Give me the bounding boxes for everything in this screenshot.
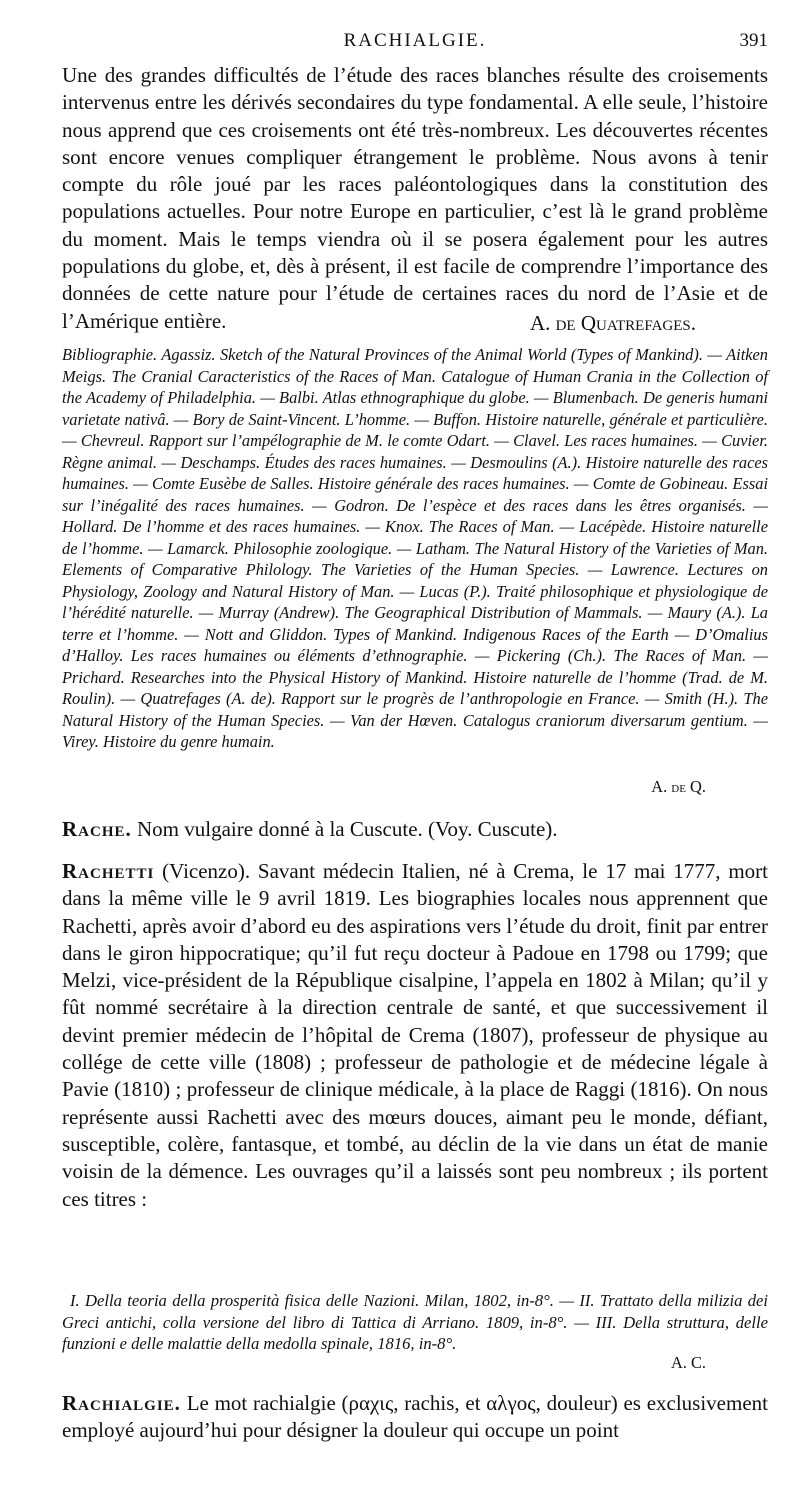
intro-paragraph (62, 62, 768, 335)
entry-rachialgie (62, 1390, 768, 1445)
headword-rachetti: Rachetti (62, 859, 155, 883)
bibliography-signature: A. de Q. (651, 777, 706, 796)
rachetti-works (62, 1290, 768, 1355)
rachetti-text: (Vicenzo). Savant médecin Italien, né à Crema, le 17 mai 1777, mort dans la même ville le 9 avril 1819. Les biographies locales nous apprennent que Rachetti, après avoir d’abord eu des aspirations vers l’étude du droit, finit par entrer dans le giron hippocratique; qu’il fut reçu docteur à Padoue en 1798 ou 1799; que Melzi, vice-président de la République cisalpine, l’appela en 1802 à Milan; qu’il y fût nommé secrétaire à la direction centrale de santé, et que successivement il devint premier médecin de l’hôpital de Crema (1807), professeur de physique au collége de cette ville (1808) ; professeur de pathologie et de médecine légale à Pavie (1810) ; professeur de clinique médicale, à la place de Raggi (1816). On nous représente aussi Rachetti avec des mœurs douces, aimant peu le monde, défiant, susceptible, colère, fantasque, et tombé, au déclin de la vie dans un état de manie voisin de la démence. Les ouvrages qu’il a laissés sont peu nombreux ; ils portent ces titres : (62, 859, 769, 1211)
intro-signature-row (62, 310, 768, 337)
entry-rache (62, 816, 768, 843)
rachetti-works-text: I. Della teoria della prosperità fisica delle Nazioni. Milan, 1802, in-8°. — II. Trattato della milizia dei Greci antichi, colla versione del libro di Tattica di Arriano. 1809, in-8°. — III. Della struttura, delle funzioni e delle malattie della medolla spinale, 1816, in-8°. (62, 1291, 768, 1353)
rachetti-signature: A. C. (670, 1353, 706, 1372)
running-title: RACHIALGIE. (343, 30, 487, 51)
rachetti-signature-row (62, 1352, 768, 1374)
page-number: 391 (739, 30, 768, 51)
bibliography-block (62, 344, 768, 753)
headword-rachialgie: Rachialgie. (62, 1391, 181, 1415)
headword-rache: Rache. (62, 817, 132, 841)
bibliography-text: Bibliographie. Agassiz. Sketch of the Natural Provinces of the Animal World (Types of Mankind). — Aitken Meigs. The Cranial Caracteristics of the Races of Man. Catalogue of Human Crania in the Collection of the Academy of Philadelphia. — Balbi. Atlas ethnographique du globe. — Blumenbach. De generis humani varietate nativâ. — Bory de Saint-Vincent. L’homme. — Buffon. Histoire naturelle, générale et particulière. — Chevreul. Rapport sur l’ampélographie de M. le comte Odart. — Clavel. Les races humaines. — Cuvier. Règne animal. — Deschamps. Études des races humaines. — Desmoulins (A.). Histoire naturelle des races humaines. — Comte Eusèbe de Salles. Histoire générale des races humaines. — Comte de Gobineau. Essai sur l’inégalité des races humaines. — Godron. De l’espèce et des races dans les êtres organisés. — Hollard. De l’homme et des races humaines. — Knox. The Races of Man. — Lacépède. Histoire naturelle de l’homme. — Lamarck. Philosophie zoologique. — Latham. The Natural History of the Varieties of Man. Elements of Comparative Philology. The Varieties of the Human Species. — Lawrence. Lectures on Physiology, Zoology and Natural History of Man. — Lucas (P.). Traité philosophique et physiologique de l’hérédité naturelle. — Murray (Andrew). The Geographical Distribution of Mammals. — Maury (A.). La terre et l’homme. — Nott and Gliddon. Types of Mankind. Indigenous Races of the Earth — D’Omalius d’Halloy. Les races humaines ou éléments d’ethnographie. — Pickering (Ch.). The Races of Man. — Prichard. Researches into the Physical History of Mankind. Histoire naturelle de l’homme (Trad. de M. Roulin). — Quatrefages (A. de). Rapport sur le progrès de l’anthropologie en France. — Smith (H.). The Natural History of the Human Species. — Van der Hœven. Catalogus craniorum diversarum gentium. — Virey. Histoire du genre humain. (62, 345, 768, 751)
rachialgie-text: Le mot rachialgie (ραχις, rachis, et αλγος, douleur) es exclusivement employé aujourd’hui pour désigner la douleur qui occupe un point (62, 1391, 768, 1443)
rache-text: Nom vulgaire donné à la Cuscute. (Voy. Cuscute). (137, 817, 558, 841)
entry-rachetti (62, 858, 768, 1213)
running-header (62, 30, 768, 60)
intro-text: Une des grandes difficultés de l’étude des races blanches résulte des croisements intervenus entre les dérivés secondaires du type fondamental. A elle seule, l’histoire nous apprend que ces croisements ont été très-nombreux. Les découvertes récentes sont encore venues compliquer étrangement le problème. Nous avons à tenir compte du rôle joué par les races paléontologiques dans la constitution des populations actuelles. Pour notre Europe en particulier, c’est là le grand problème du moment. Mais le temps viendra où il se posera également pour les autres populations du globe, et, dès à présent, il est facile de comprendre l’importance des données de cette nature pour l’étude de certaines races du nord de l’Asie et de l’Amérique entière. (62, 63, 768, 333)
bibliography-signature-row (62, 776, 768, 798)
intro-signature: A. de Quatrefages. (529, 311, 696, 335)
